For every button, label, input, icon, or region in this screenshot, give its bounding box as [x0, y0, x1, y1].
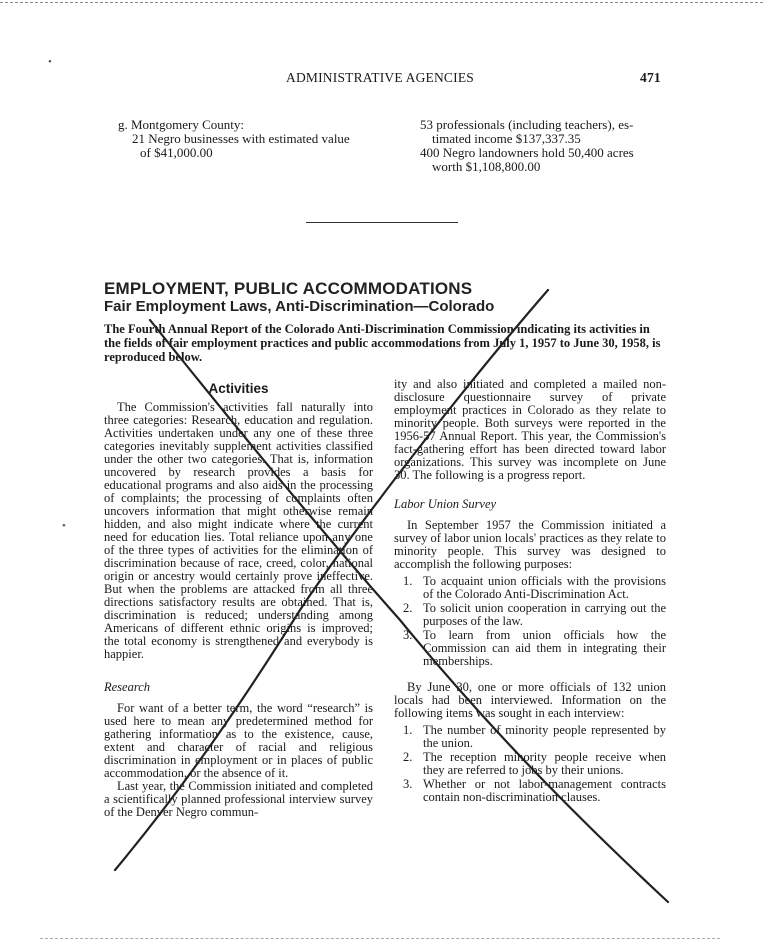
list-item — [394, 602, 666, 628]
research-paragraph: Last year, the Commission initiated and completed a scientifically planned professional interview survey of the Denver Negro commun- — [104, 779, 373, 819]
labor-survey-paragraph: In September 1957 the Commission initiated a survey of labor union locals' practices as they relate to minority people. This survey was designed to accomplish the following purposes: — [394, 518, 666, 571]
list-number: 3. — [403, 628, 413, 642]
preceding-left-block — [118, 118, 350, 160]
june-paragraph: By June 30, one or more officials of 132 union locals had been interviewed. Information on the following items was sought in each interview: — [394, 680, 666, 720]
top-dashed-border — [0, 2, 763, 3]
section-title: EMPLOYMENT, PUBLIC ACCOMMODATIONS — [104, 279, 473, 298]
list-text: The reception minority people receive when they are referred to jobs by their unions. — [423, 750, 666, 777]
research-paragraph: For want of a better term, the word “research” is used here to mean any predetermined method for gathering information as to the existence, cause, extent and character of racial and religious discrimination in employment or in places of public accommodation, or the absence of it. — [104, 701, 373, 780]
scan-speck: • — [48, 56, 52, 68]
list-text: To acquaint union officials with the provisions of the Colorado Anti-Discrimination Act. — [423, 574, 666, 601]
research-heading: Research — [104, 680, 151, 694]
list-text: The number of minority people represented by the union. — [423, 723, 666, 750]
section-intro: The Fourth Annual Report of the Colorado Anti-Discrimination Commission indicating its activities in the fields of fair employment practices and public accommodations from July 1, 1957 to June 30, 1958, is reproduced below. — [104, 322, 661, 364]
list-number: 3. — [403, 777, 413, 791]
activities-paragraph: The Commission's activities fall naturally into three categories: Research, education and regulation. Activities undertaken under any one of these three categories inevitably supplement activities classified under the other two categories. That is, information uncovered by research provides a basis for educational programs and also aids in the processing of complaints; the processing of complaints often uncovers information that might otherwise remain hidden, and also might indicate where the current need for education lies. Total reliance upon any one of the three types of activities for the elimination of discrimination because of race, creed, color, national origin or ancestry would certainly prove ineffective. But when the problems are attacked from all three directions satisfactory results are obtained. That is, discrimination is reduced; understanding among Americans of different ethnic origins is improved; the total economy is strengthened and everybody is happier. — [104, 400, 373, 661]
preceding-right-block — [420, 118, 634, 174]
list-item — [394, 778, 666, 804]
continued-paragraph: ity and also initiated and completed a mailed non-disclosure questionnaire survey of private employment practices in Colorado as they relate to minority people. Both surveys were reported in the 1956-57 Annual Report. This year, the Commission's fact-gathering effort has been directed toward labor organizations. This survey was incomplete on June 30. The following is a progress report. — [394, 377, 666, 482]
list-text: To learn from union officials how the Commission can aid them in integrating their memberships. — [423, 628, 666, 668]
list-item — [394, 724, 666, 750]
preceding-left-line: of $41,000.00 — [140, 145, 213, 160]
list-item — [394, 575, 666, 601]
running-header: ADMINISTRATIVE AGENCIES — [286, 70, 474, 85]
bottom-dashed-border — [40, 938, 720, 939]
preceding-right-line: worth $1,108,800.00 — [432, 159, 541, 174]
list-number: 1. — [403, 723, 413, 737]
page-number: 471 — [640, 70, 661, 85]
section-subtitle: Fair Employment Laws, Anti-Discrimination—Colorado — [104, 298, 495, 315]
list-item — [394, 751, 666, 777]
scan-speck: • — [62, 520, 66, 532]
list-text: Whether or not labor-management contracts contain non-discrimination clauses. — [423, 777, 666, 804]
interview-items-list — [394, 724, 666, 804]
list-number: 1. — [403, 574, 413, 588]
preceding-right-line: 53 professionals (including teachers), es- — [420, 117, 634, 132]
left-column — [104, 378, 373, 819]
list-item — [394, 629, 666, 668]
activities-heading: Activities — [208, 381, 269, 396]
preceding-left-line: g. Montgomery County: — [118, 117, 245, 132]
list-text: To solicit union cooperation in carrying out the purposes of the law. — [423, 601, 666, 628]
preceding-left-line: 21 Negro businesses with estimated value — [132, 131, 350, 146]
right-column — [394, 378, 666, 805]
labor-survey-heading: Labor Union Survey — [394, 497, 497, 511]
preceding-right-line: 400 Negro landowners hold 50,400 acres — [420, 145, 634, 160]
section-divider — [306, 222, 458, 223]
list-number: 2. — [403, 750, 413, 764]
list-number: 2. — [403, 601, 413, 615]
purposes-list — [394, 575, 666, 668]
preceding-right-line: timated income $137,337.35 — [432, 131, 581, 146]
